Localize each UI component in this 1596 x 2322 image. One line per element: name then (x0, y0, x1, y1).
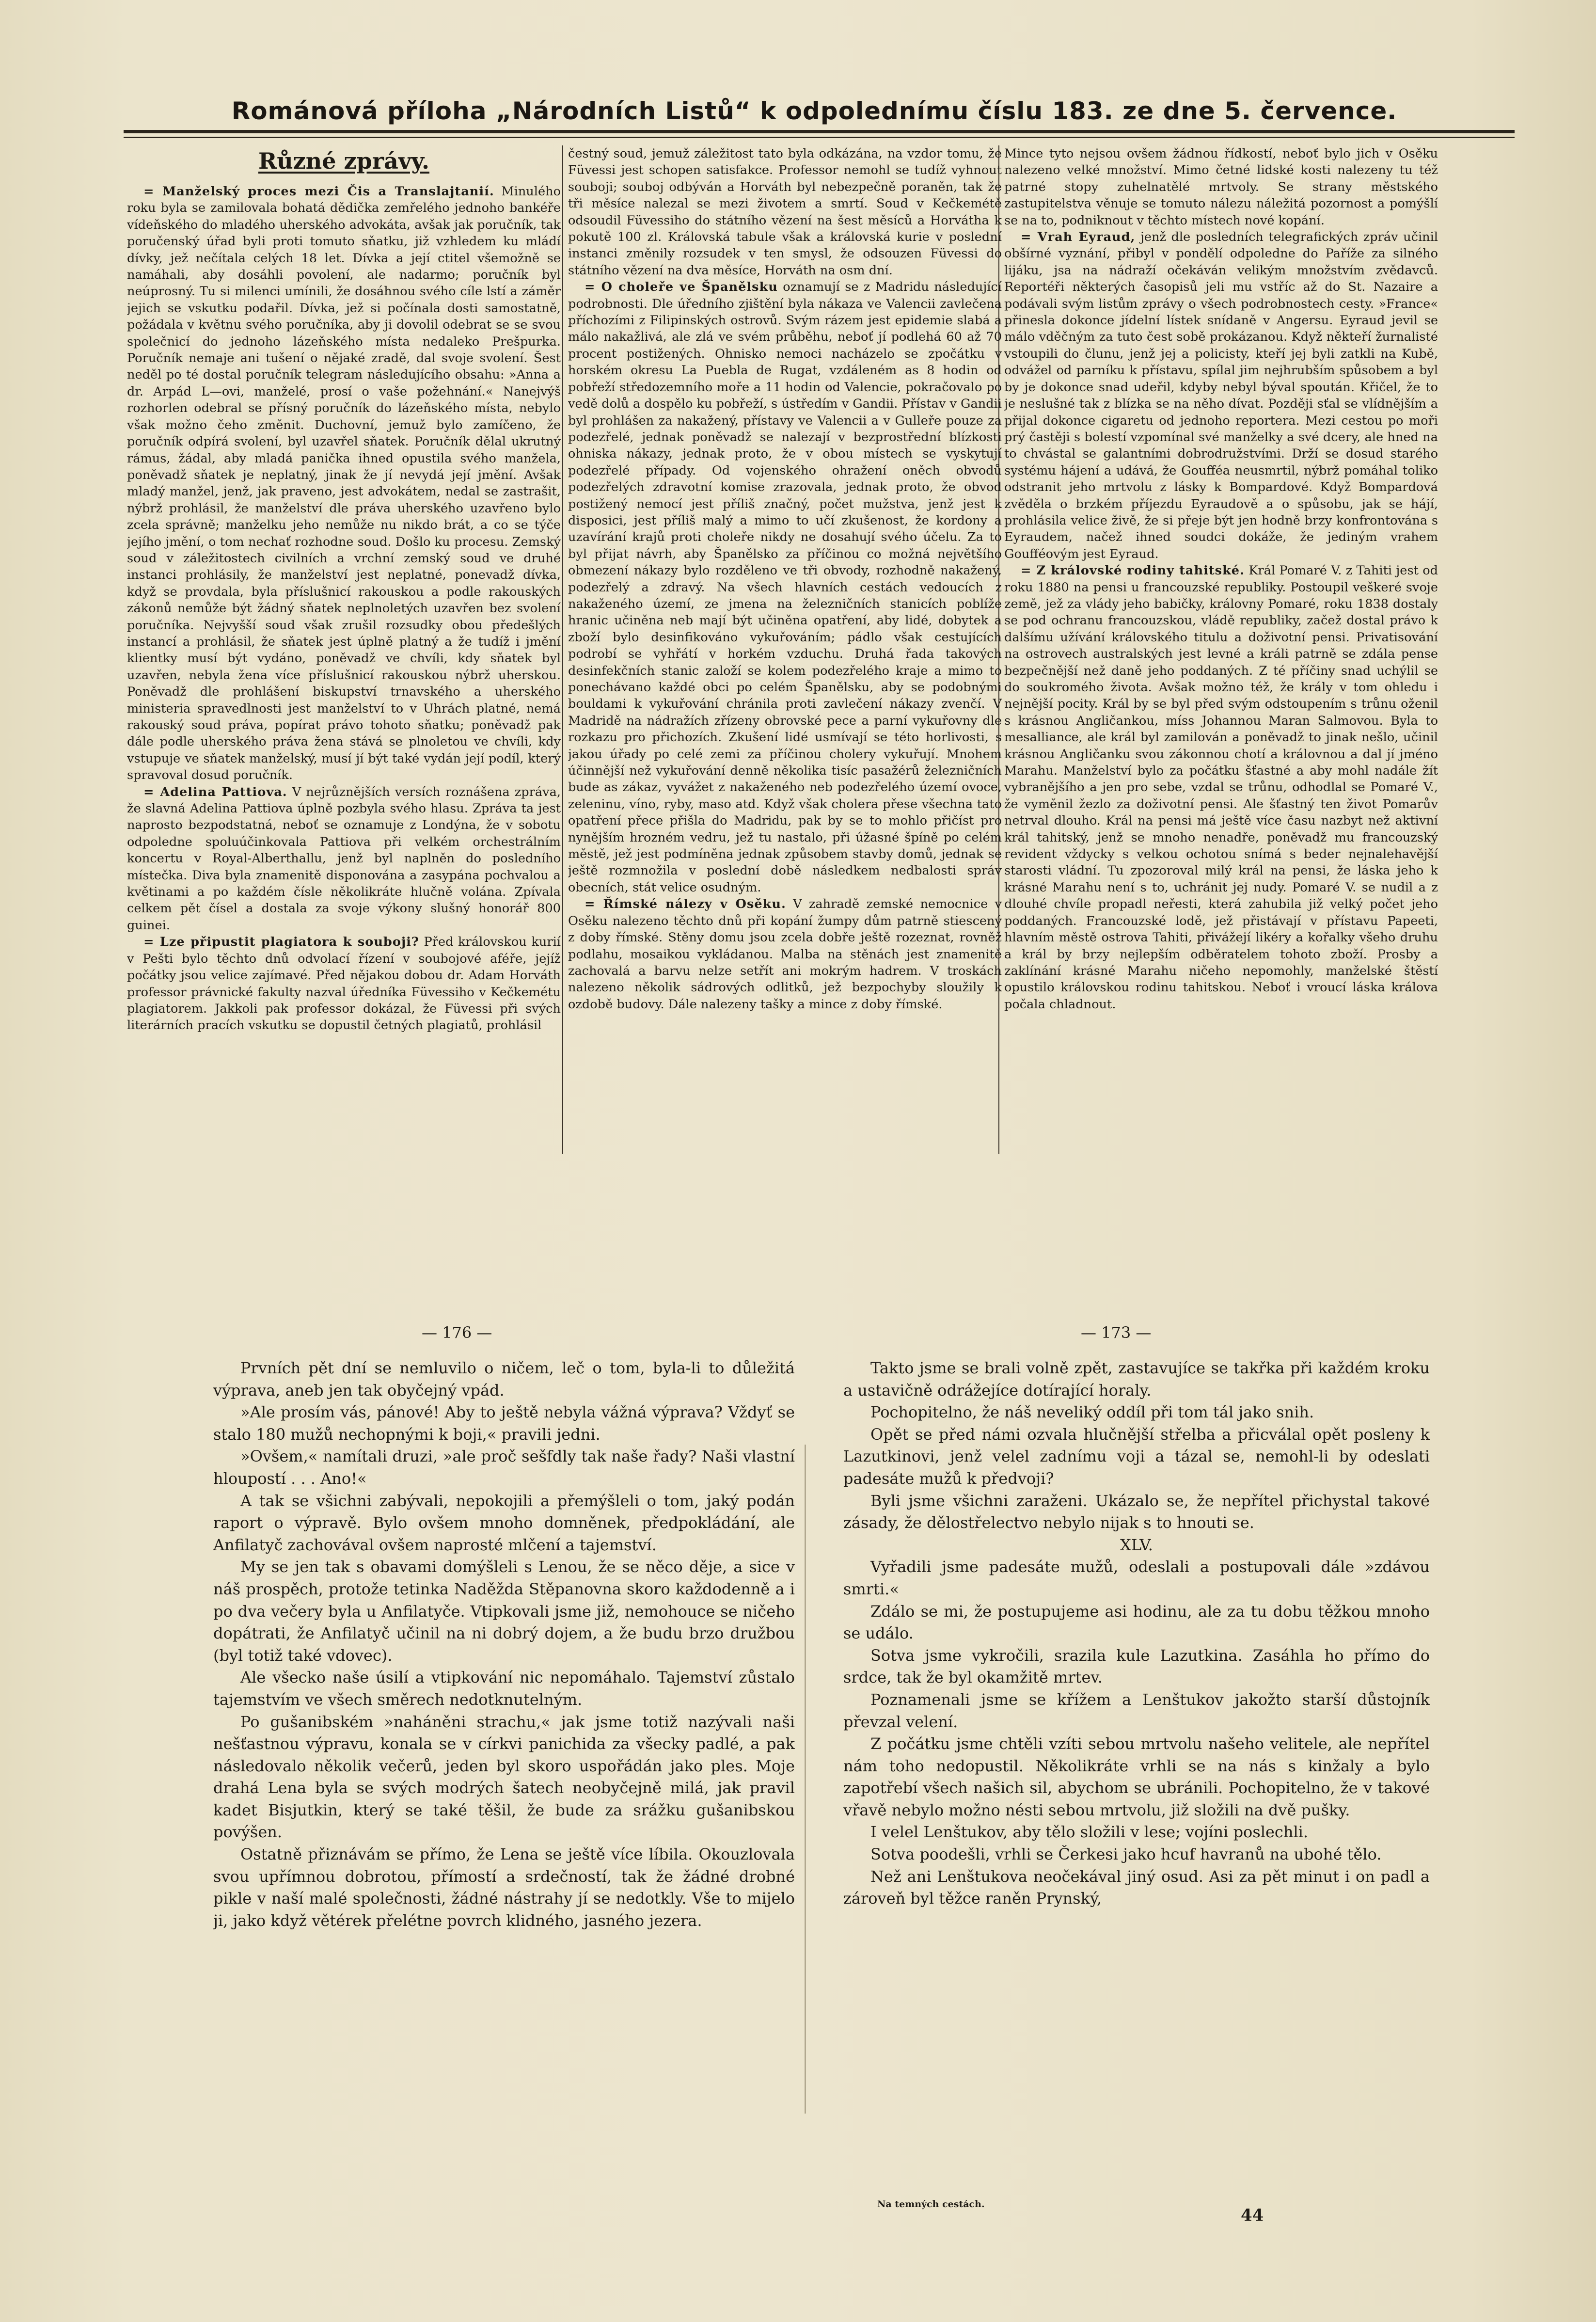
news-item (568, 279, 1002, 896)
news-item (1004, 145, 1438, 229)
masthead-rule-thin (124, 137, 1515, 138)
novel-paragraph: Než ani Lenštukova neočekával jiný osud. Asi za pět minut i on padl a zároveň byl těžce raněn Prynský, (843, 1867, 1430, 1908)
column-divider (562, 145, 563, 1154)
news-item (1004, 229, 1438, 562)
news-item-lead: = Z královské rodiny tahitské. (1021, 563, 1245, 578)
novel-page-right (843, 1357, 1430, 2206)
novel-paragraph: »Ale prosím vás, pánové! Aby to ještě nebyla vážná výprava? Vždyť se stalo 180 mužů nechopnými k boji,« pravili jedni. (213, 1403, 795, 1444)
novel-paragraph: A tak se všichni zabývali, nepokojili a přemýšleli o tom, jaký podán raport o výpravě. Bylo ovšem mnoho domněnek, předpokládání, ale Anfilatyč zachovával ovšem naprosté mlčení a tajemství. (213, 1491, 795, 1554)
novel-paragraph: Sotva jsme vykročili, srazila kule Lazutkina. Zasáhla ho přímo do srdce, tak že byl okamžitě mrtev. (843, 1646, 1430, 1687)
news-item-text: jenž dle posledních telegrafických zpráv učinil obšírné vyznání, přibyl v pondělí odpoledne do Paříže za silného lijáku, jsa na nádraží očekáván velikým množstvím zvědavců. Reportéři některých časopisů jeli mu vstříc až do St. Nazaire a podávali svým listům zprávy o všech podrobnostech cesty. »France« přinesla dokonce jídelní lístek snídaně v Angersu. Eyraud jevil se málo vděčným za tuto čest sobě prokázanou. Když někteří žurnalisté vstoupili do člunu, jenž jej a policisty, kteří jej byli zatkli na Kubě, odvážel od parníku k přístavu, spílal jim nejhrubším spůsobem a byl by je dokonce snad udeřil, kdyby nebyl býval spoután. Křičel, že to je neslušné tak z blízka se na něho dívat. Později sťal se vlídnějším a přijal dokonce cigaretu od jednoho reportera. Mezi cestou po moři prý častěji s bolestí vzpomínal své manželky a své dcery, ale hned na to chvástal se galantními dobrodružstvími. Drží se dosud starého systému hájení a udává, že Goufféa neusmrtil, nýbrž pomáhal toliko odstranit jeho mrtvolu z lásky k Bompardové. Když Bompardová zvěděla o brzkém příjezdu Eyraudově a o spůsobu, jak se hájí, prohlásila velice živě, že si přeje být jen hodně brzy konfrontována s Eyraudem, načež ihned soudci dokáže, že jediným vrahem Goufféovým jest Eyraud. (1004, 230, 1438, 561)
news-column-2 (568, 145, 1002, 1173)
sheet-number: 44 (1241, 2206, 1264, 2225)
news-item-lead: = Manželský proces mezi Čis a Translajtanií. (143, 184, 494, 199)
news-item-lead: = Vrah Eyraud, (1021, 230, 1136, 245)
novel-paragraph: Vyřadili jsme padesáte mužů, odeslali a postupovali dále »zdávou smrti.« (843, 1558, 1430, 1598)
news-item-text: Minulého roku byla se zamilovala bohatá dědička zemřelého jednoho bankéře vídeňského do mladého uherského advokáta, avšak jak poručník, tak poručenský úřad byli proti tomuto sňatku, již vzhledem ku mládí dívky, jež nečítala celých 18 let. Dívka a její ctitel všemožně se namáhali, aby dosáhli povolení, ale nadarmo; poručník byl neúprosný. Tu si milenci umínili, že dosáhnou svého cíle lstí a záměr jejich se vskutku podařil. Dívka, jež si počínala dosti samostatně, požádala v květnu svého poručníka, aby ji dovolil odebrat se se svou společnicí do jednoho lázeňského místa nedaleko Prešpurka. Poručník nemaje ani tušení o nějaké zradě, dal svoje svolení. Šest neděl po té dostal poručník telegram následujícího obsahu: »Anna a dr. Arpád L—ovi, manželé, prosí o vaše požehnání.« Nanejvýš rozhorlen odebral se přísný poručník do lázeňského místa, nebylo však možno čeho změnit. Duchovní, jemuž bylo zamíčeno, že poručník odpírá svolení, byl uzavřel sňatek. Poručník dělal ukrutný rámus, žádal, aby mladá panička ihned opustila svého manžela, poněvadž sňatek je neplatný, jinak že jí nevydá její jmění. Avšak mladý manžel, jenž, jak praveno, jest advokátem, nedal se zastrašit, nýbrž prohlásil, že manželství dle práva uherského uzavřeno bylo zcela správně; manželku jeho nemůže nu nikdo brát, a co se týče jejího jmění, o tom nechať rozhodne soud. Došlo ku procesu. Zemský soud v záležitostech civilních a vrchní zemský soud ve druhé instanci prohlásily, že manželství jest neplatné, ponevadž dívka, když se provdala, byla příslušnicí rakouskou a podle rakouských zákonů nemůže být žádný sňatek neplnoletých uzavřen bez svolení poručníka. Nejvyšší soud však zrušil rozsudky obou předešlých instancí a prohlásil, že sňatek jest úplně platný a že tudíž i jmění klientky musí být vydáno, poněvadž ve chvíli, kdy sňatek byl uzavřen, nebyla žena více příslušnicí rakouskou nýbrž uherskou. Poněvadž dle prohlášení biskupství trnavského a uherského ministeria spravedlnosti jest manželství to v Uhrách platné, nemá rakouský soud práva, popírat právo tohoto sňatku; poněvadž pak dále podle uherského práva žena stává se plnoletou ve chvíli, kdy vstupuje ve sňatek manželský, musí jí být také vydán její podíl, který spravoval dosud poručník. (127, 184, 561, 783)
novel-paragraph: »Ovšem,« namítali druzi, »ale proč sešfdly tak naše řady? Naši vlastní hloupostí . . . Ano!« (213, 1447, 795, 1488)
novel-paragraph: Pochopitelno, že náš neveliký oddíl při tom tál jako snih. (870, 1403, 1314, 1422)
news-item-text: Před královskou kurií v Pešti bylo těchto dnů odvolací řízení v soubojové aféře, jejíž počátky jsou velice zajímavé. Před nějakou dobou dr. Adam Horváth professor právnické fakulty nazval úředníka Füvessiho v Kečkemétu plagiatorem. Jakkoli pak professor dokázal, že Füvessi při svých literárních pracích vskutku se dopustil četných plagiatů, prohlásil (127, 935, 561, 1033)
novel-paragraph: Zdálo se mi, že postupujeme asi hodinu, ale za tu dobu těžkou mnoho se událo. (843, 1602, 1430, 1643)
news-item-text: Mince tyto nejsou ovšem žádnou řídkostí, neboť bylo jich v Osěku nalezeno velké množství. Mimo četné lidské kosti nalezeny tu též patrné stopy zuhelnatělé mrtvoly. Se strany městského zastupitelstva věnuje se tomuto nálezu náležitá pozornost a pomýšlí se na to, podniknout v těchto místech nové kopání. (1004, 146, 1438, 228)
chapter-heading: XLV. (1120, 1535, 1153, 1554)
news-item (568, 896, 1002, 1013)
page-number-right: — 173 — (1081, 1323, 1152, 1342)
novel-paragraph: Ostatně přiznávám se přímo, že Lena se ještě více líbila. Okouzlovala svou upřímnou dobrotou, přímostí a srdečností, tak že žádné drobné pikle v naší malé společnosti, žádné nástrahy jí se nedotkly. Vše to mijelo ji, jako když větérek přelétne povrch klidného, jasného jezera. (213, 1845, 795, 1930)
news-item (568, 145, 1002, 279)
novel-paragraph: Poznamenali jsme se křížem a Lenštukov jakožto starší důstojník převzal velení. (843, 1690, 1430, 1731)
masthead: Románová příloha „Národních Listů“ k odpolednímu číslu 183. ze dne 5. července. (231, 97, 1397, 125)
news-item-lead: = Lze připustit plagiatora k souboji? (143, 935, 419, 950)
news-item (127, 183, 561, 784)
novel-paragraph: Prvních pět dní se nemluvilo o ničem, leč o tom, byla-li to důležitá výprava, aneb jen tak obyčejný vpád. (213, 1359, 795, 1400)
page-fold (805, 1445, 806, 2114)
signature-line: Na temných cestách. (877, 2199, 985, 2210)
novel-paragraph: Takto jsme se brali volně zpět, zastavujíce se takřka při každém kroku a ustavičně odrážejíce dotírající horaly. (843, 1359, 1430, 1400)
section-title: Různé zprávy. (258, 148, 430, 174)
novel-page-left (213, 1357, 795, 2206)
novel-paragraph: Opět se před námi ozvala hlučnější střelba a přicválal opět posleny k Lazutkinovi, jenž velel zadnímu voji a tázal se, nemohl-li by odeslati padesáte mužů k předvoji? (843, 1425, 1430, 1488)
novel-paragraph: Byli jsme všichni zaraženi. Ukázalo se, že nepřítel přichystal takové zásady, že dělostřelectvo nebylo nijak s to hnouti se. (843, 1491, 1430, 1532)
masthead-rule (124, 130, 1515, 133)
news-column-3 (1004, 145, 1438, 1134)
news-item-text: oznamují se z Madridu následující podrobnosti. Dle úředního zjištění byla nákaza ve Valencii zavlečena příchozími z Filipinských ostrovů. Svým rázem jest epidemie slabá a málo nakažlivá, ale zlá ve svém průběhu, neboť jí podlehá 60 až 70 procent postižených. Ohnisko nemoci nacházelo se zpočátku v horském okresu La Puebla de Rugat, vzdáleném as 8 hodin od pobřeží středozemního moře a 11 hodin od Valencie, pokračovalo po vedě dolů a dospělo ku pobřeží, s ústředím v Gandii. Přístav v Gandii byl prohlášen za nakažený, přístavy ve Valencii a v Gulleře pouze za podezřelé, jednak poněvadž se nalezají v bezprostřední blízkosti ohniska nákazy, jednak proto, že v obou místech se vyskytují podezřelé případy. Od vojenského ohražení oněch obvodů podezřelých zdravotní komise zrazovala, jednak proto, že obvod postižený nemocí jest příliš značný, počet mužstva, jenž jest k disposici, jest příliš malý a mimo to učí zkušenost, že kordony a uzavírání krajů proti choleře nikdy ne dosahují svého účelu. Za to byl přijat návrh, aby Španělsko za příčinou co možná největšího obmezení nákazy bylo rozděleno ve tři obvody, rozhodně nakažený, podezřelý a zdravý. Na všech hlavních cestách vedoucích z nakaženého území, ze jmena na železničních stanicích poblíže hranic učiněna neb mají být učiněna opatření, aby lidé, dobytek a zboží bylo desinfikováno vykuřováním; pádlo však cestujících podrobí se vyhřátí v horkém vzduchu. Druhá řada takových desinfekčních stanic založí se kolem podezřelého kraje a mimo to ponechávano každé obci po celém Španělsku, aby se podobnými bouldami k vykuřování chránila proti zavlečení nákazy zvenčí. V Madridě na nádražích zřízeny obrovské pece a parní vykuřovny dle rozkazu pro přichozích. Zkušení lidé usmívají se této horlivosti, s jakou úřady po celé zemi za příčinou cholery vykuřují. Mnohem účinnější než vykuřování denně několika tisíc pasažérů železničních bude as zákaz, vyvážet z nakaženého neb podezřelého území ovoce, zeleninu, víno, ryby, maso atd. Když však cholera přese všechna tato opatření přece přišla do Madridu, pak by se to mohlo přičíst pro nynějším hrozném vedru, jež tu nastalo, při úžasné špíně po celém městě, jež jest podmíněna jednak způsobem stavby domů, jednak se ještě rozmnožila v poslední době následkem nedbalosti správ obecních, stát velice osudným. (568, 280, 1002, 895)
news-column-1 (127, 145, 561, 1134)
news-item (1004, 562, 1438, 1013)
news-item-text: Král Pomaré V. z Tahiti jest od roku 1880 na pensi u francouzské republiky. Postoupil veškeré svoje země, jež za vlády jeho babičky, královny Pomaré, roku 1838 dostaly se pod ochranu francouzskou, vládě republiky, začež dostal právo k dalšímu užívání královského titulu a doživotní pensi. Privatisování na ostrovech australských jest levné a králi patrně se zdála pense bezpečnější než daně jeho poddaných. Z té příčiny snad uchýlil se do soukromého života. Avšak možno též, že krály v tom ohledu i nejnější pocity. Král by se byl před svým odstoupením s trůnu oženil s krásnou Angličankou, míss Johannou Maran Salmovou. Byla to mesalliance, ale král byl zamilován a poněvadž to jinak nešlo, učinil krásnou Angličanku svou zákonnou chotí a královnou a dal jí jméno Marahu. Manželství bylo za počátku šťastné a aby mohl nadále žít vybranějšího a jen pro sebe, vzdal se trůnu, odhodlal se Pomaré V., že vyměnil žezlo za doživotní pensi. Ale šťastný ten život Pomarův netrval dlouho. Král na pensi má ještě více času nazbyt než aktivní král tahitský, jenž se mnoho nenadře, poněvadž mu francouzský revident vždycky s velkou ochotou snímá s beder nejnalehavější starosti vládní. Tu zpozoroval milý král na pensi, že láska jeho k krásné Marahu není s to, uchránit jej nudy. Pomaré V. se nudil a z dlouhé chvíle propadl neřesti, která zahubila již velký počet jeho poddaných. Francouzské lodě, jež přistávají v přístavu Papeeti, hlavním městě ostrova Tahiti, přivážejí likéry a kořalky všeho druhu a král by brzy nejlepším odběratelem tohoto zboží. Prosby a zaklínání krásné Marahu ničeho nepomohly, manželské štěstí opustilo královskou rodinu tahitskou. Neboť i vroucí láska králova počala chladnout. (1004, 563, 1438, 1012)
novel-paragraph: Ale všecko naše úsilí a vtipkování nic nepomáhalo. Tajemství zůstalo tajemstvím ve všech směrech nedotknutelným. (213, 1668, 795, 1709)
news-item-text: V zahradě zemské nemocnice v Osěku nalezeno těchto dnů při kopání žumpy dům patrně stiescený z doby římské. Stěny domu jsou zcela dobře ještě rozeznat, rovněž podlahu, mosaikou vykládanou. Malba na stěnách jest znamenitě zachovalá a barvu nelze setřít ani mokrým hadrem. V troskách nalezeno několik sádrových odlitků, jež bezpochyby sloužily k ozdobě budovy. Dále nalezeny tašky a mince z doby římské. (568, 897, 1002, 1012)
news-item-lead: = Římské nálezy v Osěku. (585, 897, 786, 912)
news-item-text: čestný soud, jemuž záležitost tato byla odkázána, na vzdor tomu, že Füvessi jest schopen satisfakce. Professor nemohl se tudíž vyhnout souboji; souboj odbýván a Horváth byl nebezpečně poraněn, tak že tři měsíce nalezal se mezi životem a smrtí. Soud v Kečkemétě odsoudil Füvessiho do státního vězení na šest měsíců a Horvátha k pokutě 100 zl. Královská tabule však a královská kurie v poslední instanci změnily rozsudek v ten smysl, že odsouzen Füvessi do státního vězení na dva měsíce, Horváth na osm dní. (568, 146, 1002, 278)
novel-paragraph: Sotva poodešli, vrhli se Čerkesi jako hcuf havranů na ubohé tělo. (870, 1845, 1382, 1864)
novel-paragraph: Po gušanibském »naháněni strachu,« jak jsme totiž nazývali naši nešťastnou výpravu, konala se v církvi panichida za všecky padlé, a pak následovalo několik večerů, jeden byl skoro uspořádán jako ples. Moje drahá Lena byla se svých modrých šatech neobyčejně milá, jak pravil kadet Bisjutkin, který se také těšil, že bude za srážku gušanibskou povýšen. (213, 1712, 795, 1842)
novel-paragraph: Z počátku jsme chtěli vzíti sebou mrtvolu našeho velitele, ale nepřítel nám toho nedopustil. Několikráte vrhli se na nás s kinžaly a bylo zapotřebí všech našich sil, abychom se ubránili. Pochopitelno, že v takové vřavě nebylo možno nésti sebou mrtvolu, již složili na dvě pušky. (843, 1734, 1430, 1819)
page-number-left: — 176 — (422, 1323, 492, 1342)
news-item-lead: = Adelina Pattiova. (143, 784, 287, 799)
novel-paragraph: I velel Lenštukov, aby tělo složili v lese; vojíni poslechli. (870, 1823, 1309, 1842)
news-item (127, 934, 561, 1034)
news-item-text: V nejrůznějších versích roznášena zpráva, že slavná Adelina Pattiova úplně pozbyla svého hlasu. Zpráva ta jest naprosto bezpodstatná, neboť se oznamuje z Londýna, že v sobotu odpoledne spoluúčinkovala Pattiova při velkém orchestrálním koncertu v Royal-Alberthallu, jenž byl naplněn do posledního místečka. Diva byla znamenitě disponována a zasypána pochvalou a květinami a po každém čísle několikráte hlučně volána. Zpívala celkem pět čísel a dostala za svoje výkony slušný honorář 800 guinei. (127, 784, 561, 933)
news-item-lead: = O choleře ve Španělsku (585, 280, 778, 295)
novel-paragraph: My se jen tak s obavami domýšleli s Lenou, že se něco děje, a sice v náš prospěch, protože tetinka Naděžda Stěpanovna skoro každodenně a i po dva večery byla u Anfilatyče. Vtipkovali jsme již, nemohouce se ničeho dopátrati, že Anfilatyč učinil na ni dobrý dojem, a že budu brzo družbou (byl totiž také vdovec). (213, 1558, 795, 1665)
news-item (127, 784, 561, 934)
